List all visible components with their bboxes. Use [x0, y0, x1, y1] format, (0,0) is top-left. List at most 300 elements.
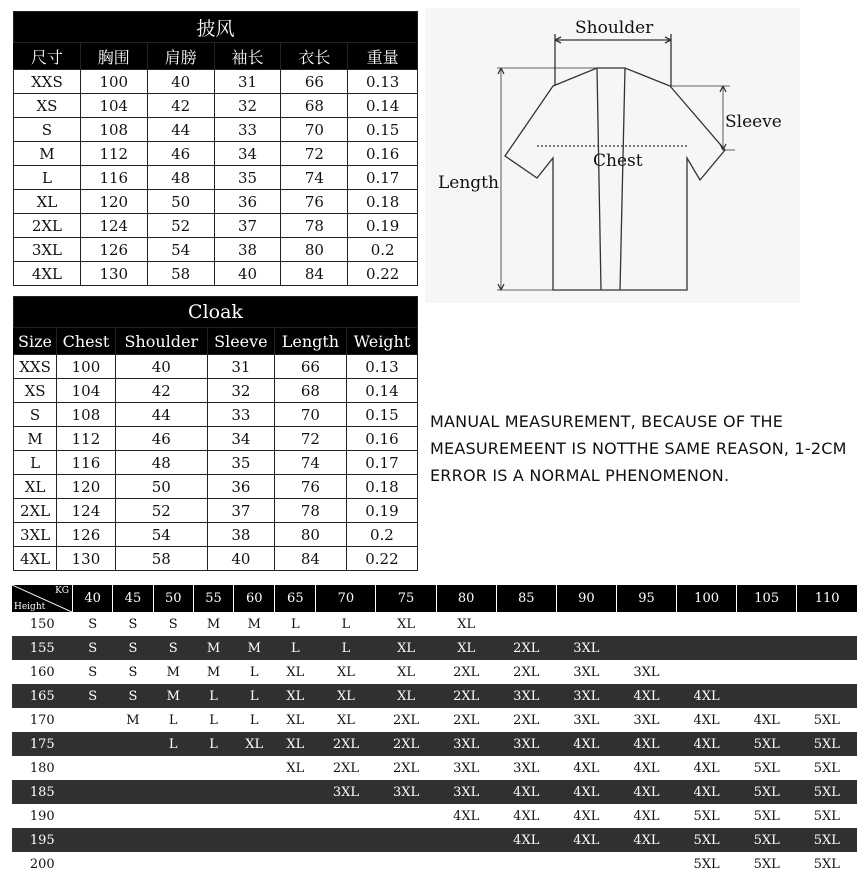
- measurement-note: MANUAL MEASUREMENT, BECAUSE OF THE MEASUREMEENT IS NOTTHE SAME REASON, 1-2CM ERROR IS A NORMAL PHENOMENON.: [430, 412, 847, 485]
- table-cell: XS: [14, 379, 57, 403]
- size-cell: [73, 780, 113, 804]
- size-cell: [193, 804, 233, 828]
- size-cell: 2XL: [453, 664, 480, 680]
- table-cell: 40: [115, 355, 207, 379]
- table-cell: S: [14, 403, 57, 427]
- size-cell: [616, 852, 676, 876]
- grid-row: [12, 804, 857, 828]
- size-cell: 4XL: [616, 684, 676, 708]
- size-cell: 5XL: [797, 732, 857, 756]
- height-cell: 185: [12, 780, 73, 804]
- size-cell: 3XL: [573, 712, 600, 728]
- table-row: [14, 262, 418, 286]
- weight-header: 65: [275, 585, 316, 612]
- size-cell: [113, 852, 153, 876]
- table-cell: 124: [80, 214, 147, 238]
- size-cell: [193, 852, 233, 876]
- size-cell: M: [206, 664, 221, 680]
- table-cell: M: [14, 427, 57, 451]
- table-cell: 126: [57, 523, 116, 547]
- size-table-chinese: [13, 11, 418, 286]
- size-cell: 5XL: [737, 828, 797, 852]
- weight-header: 55: [193, 585, 233, 612]
- table-cell: 66: [274, 355, 346, 379]
- size-cell: 3XL: [513, 760, 540, 776]
- table-row: [14, 451, 418, 475]
- table-cell: 0.16: [348, 142, 418, 166]
- size-cell: [616, 612, 676, 636]
- table-cell: 100: [80, 70, 147, 94]
- column-header: 衣长: [281, 43, 348, 70]
- size-cell: 3XL: [316, 780, 376, 804]
- size-cell: 3XL: [633, 664, 660, 680]
- size-cell: 4XL: [677, 780, 737, 804]
- height-cell: 155: [12, 636, 73, 660]
- size-cell: 5XL: [737, 732, 797, 756]
- size-cell: 3XL: [436, 780, 496, 804]
- grid-corner-cell: [12, 585, 73, 612]
- chest-label: Chest: [593, 151, 643, 171]
- table-cell: XL: [14, 475, 57, 499]
- size-cell: [153, 828, 193, 852]
- table-cell: 74: [281, 166, 348, 190]
- table-cell: 76: [281, 190, 348, 214]
- table-cell: 52: [147, 214, 214, 238]
- weight-header: 40: [73, 585, 113, 612]
- table-cell: 40: [207, 547, 274, 571]
- column-header: 肩膀: [147, 43, 214, 70]
- column-header: 胸围: [80, 43, 147, 70]
- table-cell: 0.15: [346, 403, 417, 427]
- height-cell: 165: [12, 684, 73, 708]
- size-cell: [193, 756, 233, 780]
- size-cell: 3XL: [556, 636, 616, 660]
- size-cell: L: [249, 664, 259, 680]
- table-cell: 104: [80, 94, 147, 118]
- column-header: 重量: [348, 43, 418, 70]
- table-cell: 58: [115, 547, 207, 571]
- size-cell: L: [193, 732, 233, 756]
- weight-header: 105: [737, 585, 797, 612]
- size-cell: S: [153, 636, 193, 660]
- size-cell: 2XL: [513, 712, 540, 728]
- size-cell: 4XL: [616, 828, 676, 852]
- height-cell: 150: [29, 616, 55, 632]
- size-cell: [73, 852, 113, 876]
- measurement-diagram: [425, 8, 800, 303]
- size-cell: 4XL: [556, 732, 616, 756]
- size-cell: M: [206, 616, 221, 632]
- size-cell: [113, 828, 153, 852]
- size-cell: XL: [286, 760, 305, 776]
- size-cell: [193, 828, 233, 852]
- size-cell: 4XL: [573, 760, 600, 776]
- size-cell: L: [316, 636, 376, 660]
- height-cell: 195: [12, 828, 73, 852]
- size-cell: XL: [336, 664, 355, 680]
- table-cell: 48: [115, 451, 207, 475]
- size-cell: 4XL: [573, 808, 600, 824]
- table-cell: 112: [80, 142, 147, 166]
- size-cell: [234, 780, 275, 804]
- size-cell: L: [193, 684, 233, 708]
- size-cell: 5XL: [753, 760, 780, 776]
- size-cell: 3XL: [633, 712, 660, 728]
- table-cell: 104: [57, 379, 116, 403]
- corner-kg-label: KG: [55, 586, 69, 596]
- table-cell: 50: [115, 475, 207, 499]
- table-cell: 130: [80, 262, 147, 286]
- table-cell: S: [14, 118, 81, 142]
- weight-header: 80: [436, 585, 496, 612]
- table-cell: 0.18: [348, 190, 418, 214]
- table-cell: 108: [57, 403, 116, 427]
- size-cell: S: [128, 664, 138, 680]
- shoulder-label: Shoulder: [575, 18, 654, 38]
- table-cell: 0.22: [348, 262, 418, 286]
- table-cell: XS: [14, 94, 81, 118]
- size-cell: M: [193, 636, 233, 660]
- table-row: [14, 355, 418, 379]
- size-cell: 5XL: [737, 780, 797, 804]
- table-cell: 37: [214, 214, 281, 238]
- height-cell: 170: [29, 712, 55, 728]
- size-cell: S: [168, 616, 178, 632]
- size-cell: 4XL: [677, 684, 737, 708]
- table-cell: 2XL: [14, 214, 81, 238]
- table-cell: 31: [207, 355, 274, 379]
- size-cell: L: [291, 616, 300, 632]
- table-cell: 36: [214, 190, 281, 214]
- size-cell: S: [88, 616, 98, 632]
- table-cell: 42: [147, 94, 214, 118]
- size-cell: 4XL: [677, 732, 737, 756]
- size-cell: [113, 732, 153, 756]
- size-cell: 4XL: [556, 780, 616, 804]
- table-cell: 68: [274, 379, 346, 403]
- size-cell: L: [341, 616, 351, 632]
- size-cell: 2XL: [392, 712, 420, 728]
- size-cell: 4XL: [556, 828, 616, 852]
- size-cell: 3XL: [436, 732, 496, 756]
- table-cell: 31: [214, 70, 281, 94]
- table-cell: 84: [281, 262, 348, 286]
- size-cell: 5XL: [753, 808, 780, 824]
- table-row: [14, 379, 418, 403]
- size-cell: [153, 780, 193, 804]
- size-cell: XL: [397, 616, 415, 632]
- table-cell: 80: [281, 238, 348, 262]
- size-cell: [73, 708, 113, 732]
- size-cell: [737, 636, 797, 660]
- size-cell: XL: [397, 664, 415, 680]
- size-cell: 4XL: [453, 808, 480, 824]
- column-header: Length: [274, 328, 346, 355]
- size-cell: [73, 756, 113, 780]
- size-cell: XL: [316, 684, 376, 708]
- size-cell: [275, 804, 316, 828]
- table-row: [14, 427, 418, 451]
- table-cell: 50: [147, 190, 214, 214]
- table-cell: 46: [147, 142, 214, 166]
- table-cell: 32: [214, 94, 281, 118]
- height-weight-size-grid: [12, 585, 857, 876]
- length-label: Length: [438, 173, 499, 193]
- size-cell: [316, 828, 376, 852]
- table-cell: 0.15: [348, 118, 418, 142]
- weight-header: 50: [153, 585, 193, 612]
- table-cell: 74: [274, 451, 346, 475]
- table-cell: M: [14, 142, 81, 166]
- size-cell: 4XL: [633, 760, 660, 776]
- weight-header: 75: [376, 585, 436, 612]
- size-cell: M: [166, 664, 180, 680]
- size-cell: S: [113, 684, 153, 708]
- table-cell: 35: [207, 451, 274, 475]
- size-cell: [797, 612, 857, 636]
- table-cell: 34: [207, 427, 274, 451]
- table-cell: 46: [115, 427, 207, 451]
- grid-row: [12, 852, 857, 876]
- table-cell: 34: [214, 142, 281, 166]
- grid-row: [12, 612, 857, 636]
- size-cell: XL: [376, 684, 436, 708]
- table-row: [14, 166, 418, 190]
- table-cell: 0.17: [348, 166, 418, 190]
- table-cell: 68: [281, 94, 348, 118]
- size-cell: XL: [286, 664, 305, 680]
- weight-header: 60: [234, 585, 275, 612]
- table-cell: 48: [147, 166, 214, 190]
- table-cell: 78: [274, 499, 346, 523]
- table-cell: 0.17: [346, 451, 417, 475]
- table-cell: 40: [214, 262, 281, 286]
- size-cell: XL: [457, 616, 476, 632]
- table-cell: 0.16: [346, 427, 417, 451]
- table-cell: 2XL: [14, 499, 57, 523]
- column-header: Size: [14, 328, 57, 355]
- size-cell: L: [275, 636, 316, 660]
- size-cell: [376, 804, 436, 828]
- size-cell: [556, 852, 616, 876]
- height-cell: 180: [29, 760, 55, 776]
- size-cell: S: [73, 684, 113, 708]
- size-cell: 3XL: [453, 760, 480, 776]
- size-cell: [275, 852, 316, 876]
- table-cell: 37: [207, 499, 274, 523]
- table-cell: 52: [115, 499, 207, 523]
- table-cell: 72: [281, 142, 348, 166]
- size-cell: M: [247, 616, 261, 632]
- size-cell: L: [209, 712, 218, 728]
- size-cell: [556, 612, 616, 636]
- grid-row: [12, 780, 857, 804]
- size-cell: [73, 804, 113, 828]
- table-row: [14, 475, 418, 499]
- sleeve-label: Sleeve: [725, 112, 782, 132]
- height-cell: 190: [29, 808, 55, 824]
- grid-row: [12, 828, 857, 852]
- size-cell: [376, 852, 436, 876]
- size-cell: XL: [376, 636, 436, 660]
- table-cell: 0.19: [346, 499, 417, 523]
- size-cell: XL: [436, 636, 496, 660]
- table-row: [14, 547, 418, 571]
- size-cell: 3XL: [496, 732, 556, 756]
- column-header: 尺寸: [14, 43, 81, 70]
- size-cell: [73, 732, 113, 756]
- size-cell: 5XL: [753, 856, 780, 872]
- size-cell: [737, 612, 797, 636]
- weight-header: 110: [797, 585, 857, 612]
- table-cell: 38: [207, 523, 274, 547]
- table-cell: 78: [281, 214, 348, 238]
- table-row: [14, 403, 418, 427]
- corner-height-label: Height: [14, 602, 46, 612]
- table-row: [14, 142, 418, 166]
- size-cell: 3XL: [376, 780, 436, 804]
- table-cell: 120: [80, 190, 147, 214]
- size-cell: [234, 852, 275, 876]
- size-cell: XL: [286, 712, 305, 728]
- column-header: Chest: [57, 328, 116, 355]
- table-cell: 100: [57, 355, 116, 379]
- size-cell: 2XL: [436, 684, 496, 708]
- table-cell: 84: [274, 547, 346, 571]
- size-cell: [797, 684, 857, 708]
- table-cell: 36: [207, 475, 274, 499]
- size-cell: 5XL: [797, 780, 857, 804]
- size-cell: [436, 852, 496, 876]
- size-cell: XL: [336, 712, 355, 728]
- size-cell: 4XL: [496, 780, 556, 804]
- size-cell: M: [126, 712, 140, 728]
- size-cell: 2XL: [392, 760, 420, 776]
- size-cell: 5XL: [677, 828, 737, 852]
- size-cell: 5XL: [797, 828, 857, 852]
- height-cell: 160: [29, 664, 55, 680]
- table-cell: 0.2: [348, 238, 418, 262]
- table-cell: 130: [57, 547, 116, 571]
- grid-row: [12, 684, 857, 708]
- table-row: [14, 70, 418, 94]
- table-cell: 0.14: [346, 379, 417, 403]
- table-row: [14, 190, 418, 214]
- size-cell: M: [153, 684, 193, 708]
- table-row: [14, 118, 418, 142]
- weight-header: 90: [556, 585, 616, 612]
- grid-row: [12, 756, 857, 780]
- size-cell: 2XL: [513, 664, 540, 680]
- table-row: [14, 499, 418, 523]
- weight-header: 45: [113, 585, 153, 612]
- table-cell: 120: [57, 475, 116, 499]
- weight-header: 100: [677, 585, 737, 612]
- size-cell: S: [88, 664, 98, 680]
- size-cell: [677, 660, 737, 684]
- table-cell: 35: [214, 166, 281, 190]
- size-cell: 5XL: [693, 808, 720, 824]
- table-cell: 3XL: [14, 238, 81, 262]
- size-cell: [316, 804, 376, 828]
- weight-header: 95: [616, 585, 676, 612]
- size-cell: [113, 780, 153, 804]
- size-cell: 4XL: [753, 712, 780, 728]
- table-cell: 112: [57, 427, 116, 451]
- size-cell: XL: [234, 732, 275, 756]
- table-cell: 32: [207, 379, 274, 403]
- weight-header: 70: [316, 585, 376, 612]
- table-title: 披风: [14, 12, 418, 43]
- table-cell: 0.13: [346, 355, 417, 379]
- size-cell: S: [128, 616, 138, 632]
- column-header: 袖长: [214, 43, 281, 70]
- size-cell: 4XL: [496, 828, 556, 852]
- size-cell: 4XL: [693, 712, 720, 728]
- size-cell: [737, 660, 797, 684]
- grid-row: [12, 708, 857, 732]
- size-cell: L: [168, 712, 178, 728]
- table-title: Cloak: [14, 297, 418, 328]
- size-cell: XL: [275, 732, 316, 756]
- table-cell: L: [14, 166, 81, 190]
- column-header: Shoulder: [115, 328, 207, 355]
- table-cell: 116: [57, 451, 116, 475]
- table-row: [14, 214, 418, 238]
- size-cell: [234, 756, 275, 780]
- size-cell: 5XL: [813, 712, 840, 728]
- grid-row: [12, 660, 857, 684]
- size-cell: [234, 804, 275, 828]
- size-cell: M: [234, 636, 275, 660]
- table-cell: 124: [57, 499, 116, 523]
- table-row: [14, 94, 418, 118]
- table-cell: 116: [80, 166, 147, 190]
- table-cell: 44: [147, 118, 214, 142]
- size-cell: L: [249, 712, 259, 728]
- size-cell: 2XL: [316, 732, 376, 756]
- size-cell: 5XL: [813, 856, 840, 872]
- table-row: [14, 238, 418, 262]
- size-cell: [677, 612, 737, 636]
- size-cell: [193, 780, 233, 804]
- height-cell: 200: [29, 856, 55, 872]
- table-cell: L: [14, 451, 57, 475]
- table-cell: 42: [115, 379, 207, 403]
- table-row: [14, 523, 418, 547]
- table-cell: 72: [274, 427, 346, 451]
- size-cell: [677, 636, 737, 660]
- table-cell: 44: [115, 403, 207, 427]
- table-cell: 70: [274, 403, 346, 427]
- table-cell: 66: [281, 70, 348, 94]
- weight-header: 85: [496, 585, 556, 612]
- size-cell: 3XL: [573, 664, 600, 680]
- size-cell: [737, 684, 797, 708]
- size-cell: [153, 852, 193, 876]
- size-cell: [797, 636, 857, 660]
- size-cell: 4XL: [616, 732, 676, 756]
- size-cell: L: [234, 684, 275, 708]
- table-cell: 54: [115, 523, 207, 547]
- table-cell: 54: [147, 238, 214, 262]
- grid-row: [12, 636, 857, 660]
- size-cell: S: [73, 636, 113, 660]
- table-cell: 38: [214, 238, 281, 262]
- column-header: Sleeve: [207, 328, 274, 355]
- table-cell: 0.2: [346, 523, 417, 547]
- table-cell: 3XL: [14, 523, 57, 547]
